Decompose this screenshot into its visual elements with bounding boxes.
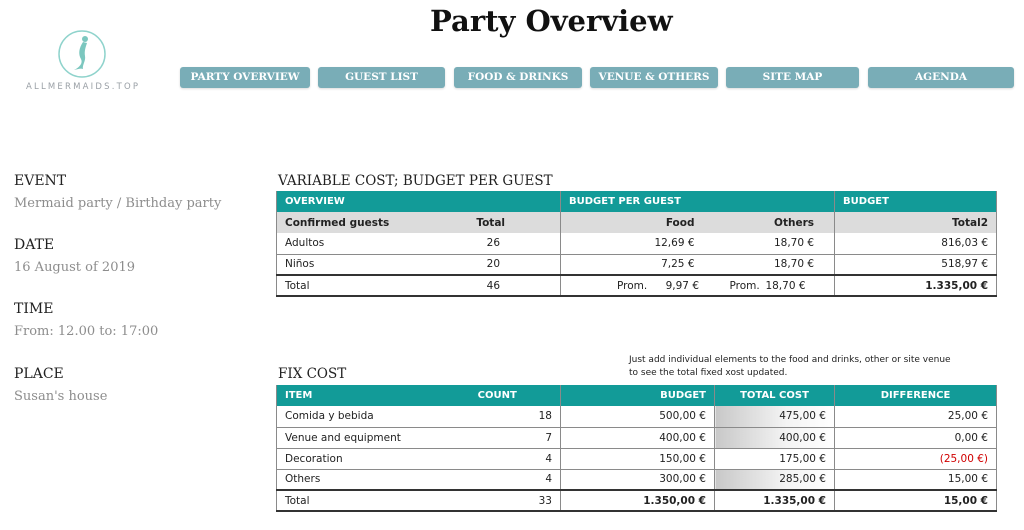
date-label: DATE	[14, 237, 55, 253]
others-average-cell	[703, 275, 835, 296]
budget-per-guest-header: BUDGET PER GUEST	[561, 191, 835, 212]
variable-cost-table	[276, 191, 997, 297]
count-cell[interactable]: 4	[467, 448, 561, 469]
confirmed-guests-header: Confirmed guests	[277, 212, 419, 233]
nav-food-drinks-button[interactable]: FOOD & DRINKS	[454, 67, 582, 88]
total-difference-cell: 15,00 €	[835, 490, 997, 511]
total-label: Total	[277, 275, 419, 296]
brand-logo-text: ALLMERMAIDS.TOP	[26, 82, 141, 92]
total-label: Total	[277, 490, 467, 511]
item-cell[interactable]: Decoration	[277, 448, 467, 469]
food-header: Food	[561, 212, 703, 233]
food-average-cell	[561, 275, 703, 296]
food-cost-cell[interactable]: 7,25 €	[561, 254, 703, 275]
event-value: Mermaid party / Birthday party	[14, 196, 222, 211]
total-cost-cell[interactable]: 400,00 €	[715, 427, 835, 448]
table-row	[277, 427, 997, 448]
table-row	[277, 254, 997, 275]
total-cost-header: TOTAL COST	[715, 385, 835, 406]
prom-label: Prom.	[617, 279, 648, 292]
item-cell[interactable]: Comida y bebida	[277, 406, 467, 427]
total-cost-total-cell: 1.335,00 €	[715, 490, 835, 511]
others-cost-cell[interactable]: 18,70 €	[703, 233, 835, 254]
guest-count-cell[interactable]: 20	[419, 254, 561, 275]
others-cost-cell[interactable]: 18,70 €	[703, 254, 835, 275]
fix-cost-table	[276, 385, 997, 512]
food-average-value: 9,97 €	[665, 279, 700, 292]
table-row	[277, 469, 997, 490]
variable-cost-group-header-row	[277, 191, 997, 212]
guest-type-cell[interactable]: Niños	[277, 254, 419, 275]
guest-type-cell[interactable]: Adultos	[277, 233, 419, 254]
total-guests-cell: 46	[419, 275, 561, 296]
overview-header: OVERVIEW	[277, 191, 561, 212]
time-value: From: 12.00 to: 17:00	[14, 324, 159, 339]
total2-cell[interactable]: 518,97 €	[835, 254, 997, 275]
date-value: 16 August of 2019	[14, 260, 136, 275]
fix-cost-header-row	[277, 385, 997, 406]
total-cost-cell[interactable]: 285,00 €	[715, 469, 835, 490]
place-value: Susan's house	[14, 389, 108, 404]
event-label: EVENT	[14, 173, 67, 189]
guest-count-cell[interactable]: 26	[419, 233, 561, 254]
grand-total-cell: 1.335,00 €	[835, 275, 997, 296]
fix-cost-total-row	[277, 490, 997, 511]
total-count-cell: 33	[467, 490, 561, 511]
place-label: PLACE	[14, 366, 64, 382]
total-budget-cell: 1.350,00 €	[561, 490, 715, 511]
variable-cost-title: VARIABLE COST; BUDGET PER GUEST	[278, 173, 553, 189]
others-header: Others	[703, 212, 835, 233]
budget-header: BUDGET	[835, 191, 997, 212]
time-label: TIME	[14, 301, 54, 317]
total2-cell[interactable]: 816,03 €	[835, 233, 997, 254]
fix-cost-title: FIX COST	[278, 366, 347, 382]
budget-cell[interactable]: 400,00 €	[561, 427, 715, 448]
table-row	[277, 406, 997, 427]
budget-cell[interactable]: 500,00 €	[561, 406, 715, 427]
variable-cost-column-header-row	[277, 212, 997, 233]
item-cell[interactable]: Others	[277, 469, 467, 490]
page-title: Party Overview	[430, 4, 673, 38]
mermaid-logo-icon	[56, 28, 108, 80]
others-average-value: 18,70 €	[765, 279, 806, 292]
prom-label: Prom.	[729, 279, 760, 292]
difference-cell[interactable]: 0,00 €	[835, 427, 997, 448]
item-header: ITEM	[277, 385, 467, 406]
nav-guest-list-button[interactable]: GUEST LIST	[318, 67, 445, 88]
nav-site-map-button[interactable]: SITE MAP	[726, 67, 859, 88]
table-row	[277, 233, 997, 254]
total-cost-cell[interactable]: 175,00 €	[715, 448, 835, 469]
budget-header: BUDGET	[561, 385, 715, 406]
difference-cell[interactable]: 15,00 €	[835, 469, 997, 490]
variable-cost-total-row	[277, 275, 997, 296]
count-cell[interactable]: 7	[467, 427, 561, 448]
nav-venue-others-button[interactable]: VENUE & OTHERS	[590, 67, 718, 88]
fix-cost-note	[629, 354, 951, 379]
table-row	[277, 448, 997, 469]
difference-cell[interactable]: (25,00 €)	[835, 448, 997, 469]
total-header: Total	[419, 212, 561, 233]
budget-cell[interactable]: 300,00 €	[561, 469, 715, 490]
count-cell[interactable]: 4	[467, 469, 561, 490]
nav-party-overview-button[interactable]: PARTY OVERVIEW	[180, 67, 310, 88]
note-line: to see the total fixed xost updated.	[629, 367, 788, 378]
item-cell[interactable]: Venue and equipment	[277, 427, 467, 448]
difference-cell[interactable]: 25,00 €	[835, 406, 997, 427]
nav-agenda-button[interactable]: AGENDA	[868, 67, 1014, 88]
count-cell[interactable]: 18	[467, 406, 561, 427]
food-cost-cell[interactable]: 12,69 €	[561, 233, 703, 254]
total2-header: Total2	[835, 212, 997, 233]
budget-cell[interactable]: 150,00 €	[561, 448, 715, 469]
total-cost-cell[interactable]: 475,00 €	[715, 406, 835, 427]
difference-header: DIFFERENCE	[835, 385, 997, 406]
note-line: Just add individual elements to the food and drinks, other or site venue	[629, 355, 951, 365]
count-header: COUNT	[467, 385, 561, 406]
brand-logo	[22, 26, 142, 96]
